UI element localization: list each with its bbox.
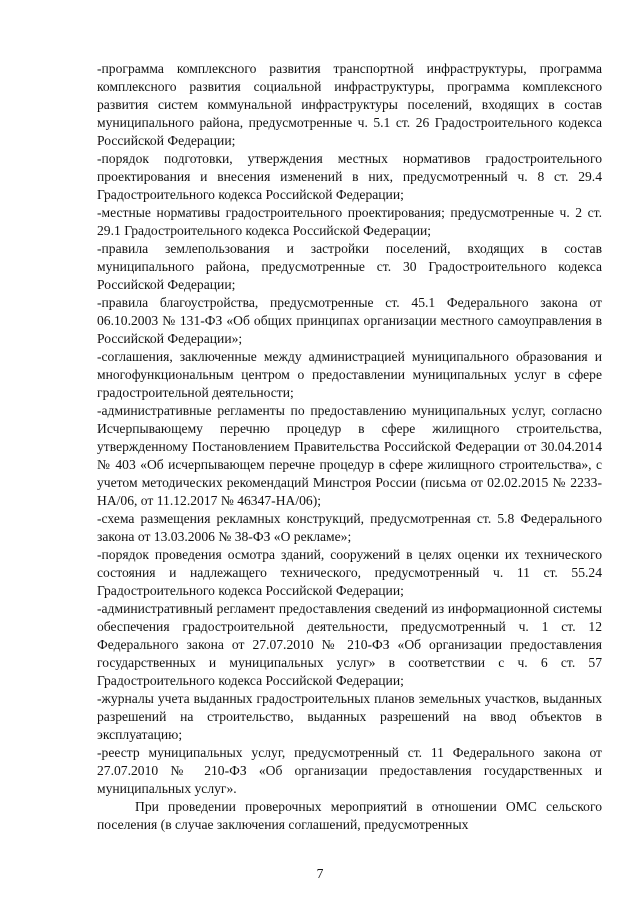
list-item: -правила землепользования и застройки поселений, входящих в состав муниципального района, предусмотренные ст. 30 Градостроительного кодекса Российской Федерации; bbox=[97, 241, 602, 292]
page-number: 7 bbox=[316, 866, 324, 881]
body-paragraph: При проведении проверочных мероприятий в отношении ОМС сельского поселения (в случае заключения соглашений, предусмотренных bbox=[97, 799, 602, 832]
list-item: -программа комплексного развития транспортной инфраструктуры, программа комплексного развития социальной инфраструктуры, программа комплексного развития систем коммунальной инфраструктуры поселений, входящих в состав муниципального района, предусмотренные ч. 5.1 ст. 26 Градостроительного кодекса Российской Федерации; bbox=[97, 61, 602, 148]
list-item: -местные нормативы градостроительного проектирования; предусмотренные ч. 2 ст. 29.1 Градостроительного кодекса Российской Федерации; bbox=[97, 205, 602, 238]
list-item: -порядок подготовки, утверждения местных нормативов градостроительного проектирования и внесения изменений в них, предусмотренный ч. 8 ст. 29.4 Градостроительного кодекса Российской Федерации; bbox=[97, 151, 602, 202]
list-item: -порядок проведения осмотра зданий, сооружений в целях оценки их технического состояния и надлежащего технического, предусмотренный ч. 11 ст. 55.24 Градостроительного кодекса Российской Федерации; bbox=[97, 547, 602, 598]
list-item: -журналы учета выданных градостроительных планов земельных участков, выданных разрешений на строительство, выданных разрешений на ввод объектов в эксплуатацию; bbox=[97, 691, 602, 742]
list-item: -реестр муниципальных услуг, предусмотренный ст. 11 Федерального закона от 27.07.2010 № 210-ФЗ «Об организации предоставления государственных и муниципальных услуг». bbox=[97, 745, 602, 796]
list-item: -соглашения, заключенные между администрацией муниципального образования и многофункциональным центром о предоставлении муниципальных услуг в сфере градостроительной деятельности; bbox=[97, 349, 602, 400]
document-body bbox=[97, 60, 602, 834]
list-item: -правила благоустройства, предусмотренные ст. 45.1 Федерального закона от 06.10.2003 № 131-ФЗ «Об общих принципах организации местного самоуправления в Российской Федерации»; bbox=[97, 295, 602, 346]
list-item: -административный регламент предоставления сведений из информационной системы обеспечения градостроительной деятельности, предусмотренный ч. 1 ст. 12 Федерального закона от 27.07.2010 № 210-ФЗ «Об организации предоставления государственных и муниципальных услуг» в соответствии с ч. 6 ст. 57 Градостроительного кодекса Российской Федерации; bbox=[97, 601, 602, 688]
list-item: -административные регламенты по предоставлению муниципальных услуг, согласно Исчерпывающему перечню процедур в сфере жилищного строительства, утвержденному Постановлением Правительства Российской Федерации от 30.04.2014 № 403 «Об исчерпывающем перечне процедур в сфере жилищного строительства», с учетом методических рекомендаций Минстроя России (письма от 02.02.2015 № 2233-НА/06, от 11.12.2017 № 46347-НА/06); bbox=[97, 403, 602, 508]
list-item: -схема размещения рекламных конструкций, предусмотренная ст. 5.8 Федерального закона от 13.03.2006 № 38-ФЗ «О рекламе»; bbox=[97, 511, 602, 544]
